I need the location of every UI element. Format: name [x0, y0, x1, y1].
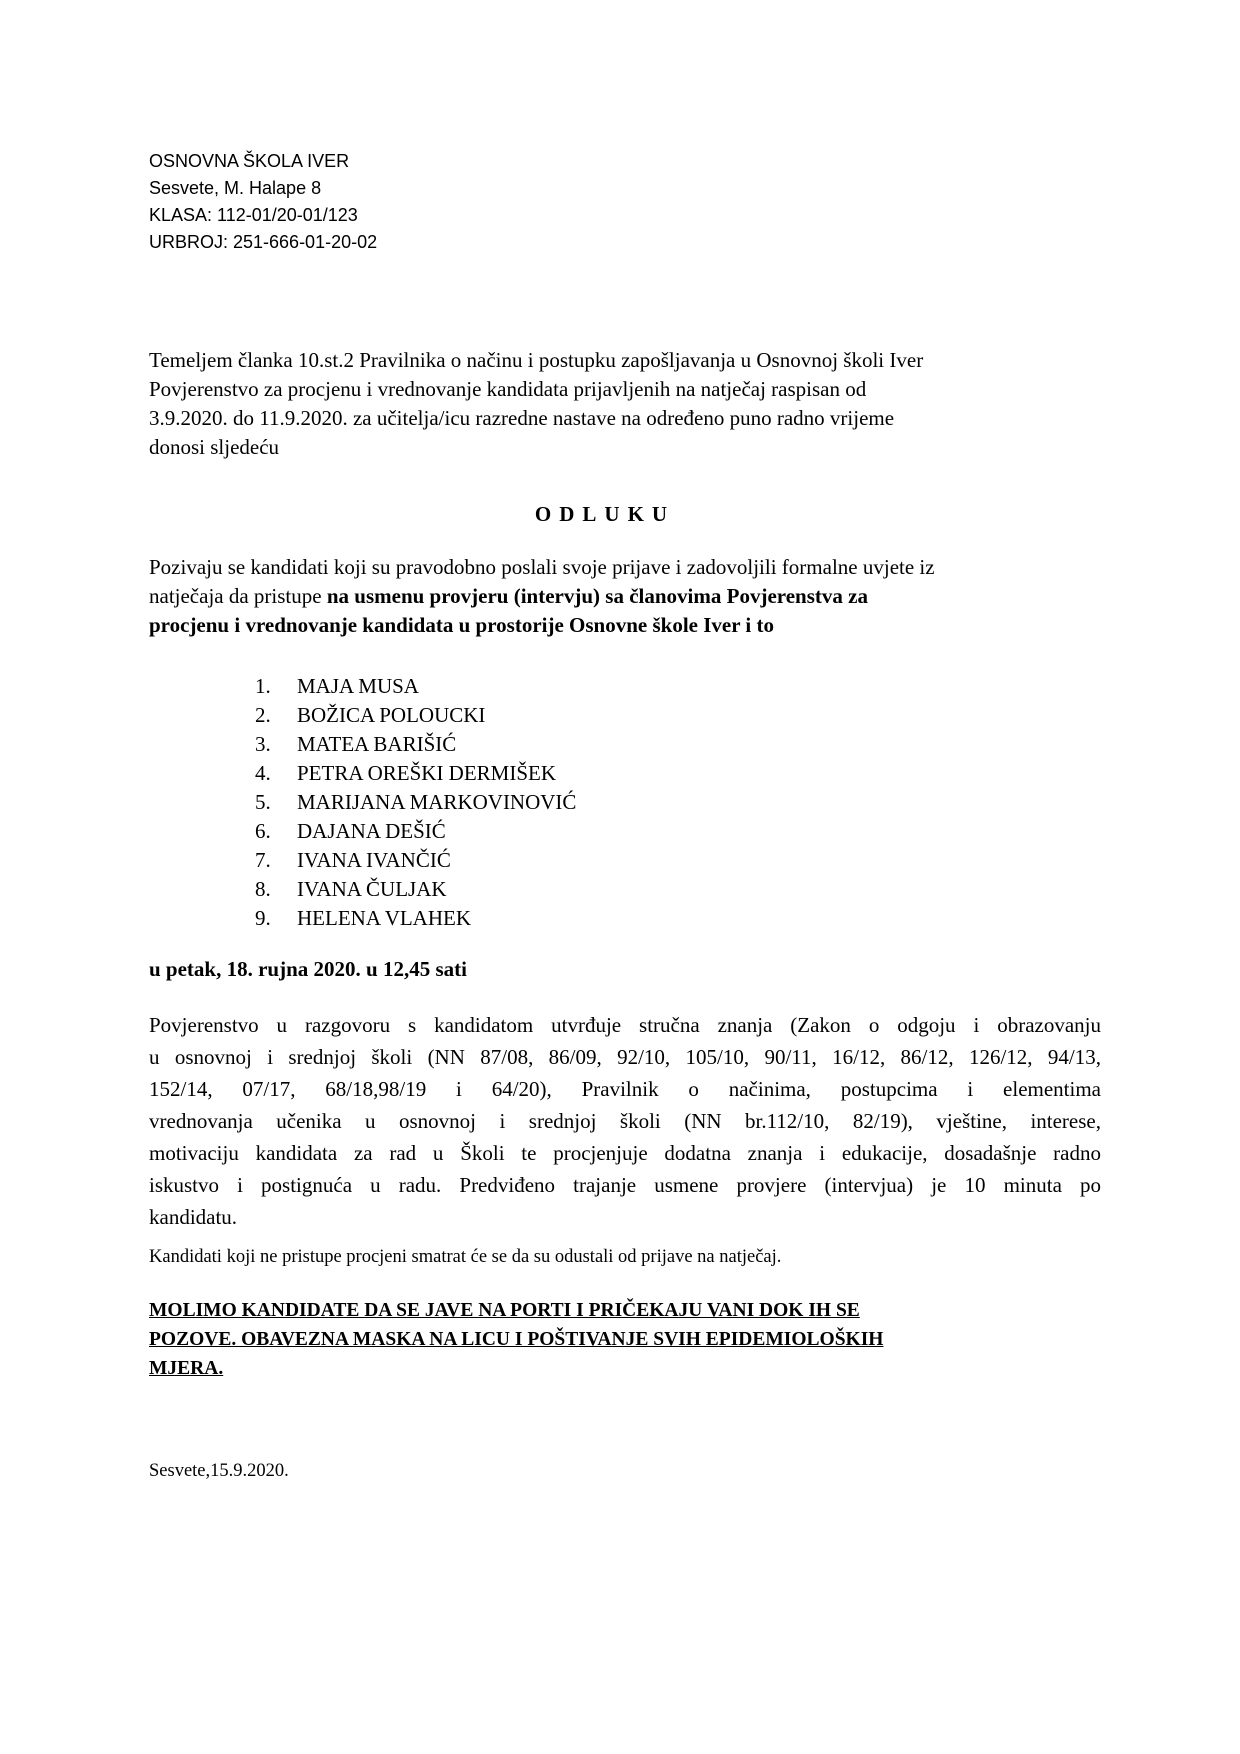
intro-paragraph	[149, 346, 1109, 462]
notice-line: MOLIMO KANDIDATE DA SE JAVE NA PORTI I PRIČEKAJU VANI DOK IH SE	[149, 1300, 860, 1321]
candidate-number: 3.	[255, 732, 271, 756]
candidate-number: 9.	[255, 906, 271, 930]
list-item	[255, 759, 576, 788]
list-item	[255, 672, 576, 701]
urbroj-number: URBROJ: 251-666-01-20-02	[149, 232, 378, 252]
klasa-number: KLASA: 112-01/20-01/123	[149, 205, 358, 225]
candidate-name: MATEA BARIŠIĆ	[297, 732, 457, 756]
list-item	[255, 701, 576, 730]
invitation-bold-text: na usmenu provjeru (intervju) sa članovima Povjerenstva za	[326, 584, 868, 608]
candidate-number: 8.	[255, 877, 271, 901]
candidate-name: DAJANA DEŠIĆ	[297, 819, 446, 843]
intro-line: 3.9.2020. do 11.9.2020. za učitelja/icu razredne nastave na određeno puno radno vrijeme	[149, 406, 895, 430]
details-line: iskustvo i postignuća u radu. Predviđeno trajanje usmene provjere (intervjua) je 10 minuta po	[149, 1173, 1101, 1197]
list-item	[255, 730, 576, 759]
candidate-number: 1.	[255, 674, 271, 698]
details-paragraph	[149, 1009, 1101, 1233]
interview-time: u petak, 18. rujna 2020. u 12,45 sati	[149, 957, 467, 981]
invitation-line: Pozivaju se kandidati koji su pravodobno poslali svoje prijave i zadovoljili formalne uvjete iz	[149, 555, 935, 579]
invitation-line	[149, 582, 1109, 611]
intro-line: donosi sljedeću	[149, 435, 280, 459]
school-name: OSNOVNA ŠKOLA IVER	[149, 151, 350, 171]
details-line: u osnovnoj i srednjoj školi (NN 87/08, 86/09, 92/10, 105/10, 90/11, 16/12, 86/12, 126/12, 94/13,	[149, 1045, 1101, 1069]
list-item	[255, 788, 576, 817]
candidate-number: 4.	[255, 761, 271, 785]
details-line: 152/14, 07/17, 68/18,98/19 i 64/20), Pravilnik o načinima, postupcima i elementima	[149, 1077, 1101, 1101]
list-item	[255, 904, 576, 933]
notice-line: MJERA.	[149, 1358, 224, 1379]
candidate-name: MAJA MUSA	[297, 674, 419, 698]
invitation-paragraph	[149, 553, 1109, 640]
candidate-name: BOŽICA POLOUCKI	[297, 703, 486, 727]
candidate-number: 6.	[255, 819, 271, 843]
candidate-name: MARIJANA MARKOVINOVIĆ	[297, 790, 577, 814]
list-item	[255, 817, 576, 846]
place-and-date: Sesvete,15.9.2020.	[149, 1461, 289, 1481]
invitation-bold-line: procjenu i vrednovanje kandidata u prostorije Osnovne škole Iver i to	[149, 613, 774, 637]
absence-note: Kandidati koji ne pristupe procjeni smatrat će se da su odustali od prijave na natječaj.	[149, 1247, 782, 1267]
list-item	[255, 875, 576, 904]
list-item	[255, 846, 576, 875]
candidate-name: PETRA OREŠKI DERMIŠEK	[297, 761, 557, 785]
candidate-number: 7.	[255, 848, 271, 872]
intro-line: Povjerenstvo za procjenu i vrednovanje kandidata prijavljenih na natječaj raspisan od	[149, 377, 867, 401]
details-line: kandidatu.	[149, 1205, 238, 1229]
intro-line: Temeljem članka 10.st.2 Pravilnika o načinu i postupku zapošljavanja u Osnovnoj školi Iver	[149, 348, 924, 372]
school-address: Sesvete, M. Halape 8	[149, 178, 322, 198]
candidate-number: 2.	[255, 703, 271, 727]
safety-notice	[149, 1296, 1109, 1383]
decision-title: ODLUKU	[534, 502, 676, 526]
letter-header	[149, 148, 377, 256]
candidate-name: IVANA IVANČIĆ	[297, 848, 451, 872]
invitation-text: natječaja da pristupe	[149, 584, 327, 608]
candidate-name: HELENA VLAHEK	[297, 906, 472, 930]
candidate-name: IVANA ČULJAK	[297, 877, 447, 901]
details-line: vrednovanja učenika u osnovnoj i srednjoj školi (NN br.112/10, 82/19), vještine, interese,	[149, 1109, 1101, 1133]
details-line: Povjerenstvo u razgovoru s kandidatom utvrđuje stručna znanja (Zakon o odgoju i obrazovanju	[149, 1013, 1101, 1037]
details-line: motivaciju kandidata za rad u Školi te procjenjuje dodatna znanja i edukacije, dosadašnje radno	[149, 1141, 1101, 1165]
candidate-number: 5.	[255, 790, 271, 814]
candidate-list	[255, 672, 576, 933]
notice-line: POZOVE. OBAVEZNA MASKA NA LICU I POŠTIVANJE SVIH EPIDEMIOLOŠKIH	[149, 1329, 884, 1350]
